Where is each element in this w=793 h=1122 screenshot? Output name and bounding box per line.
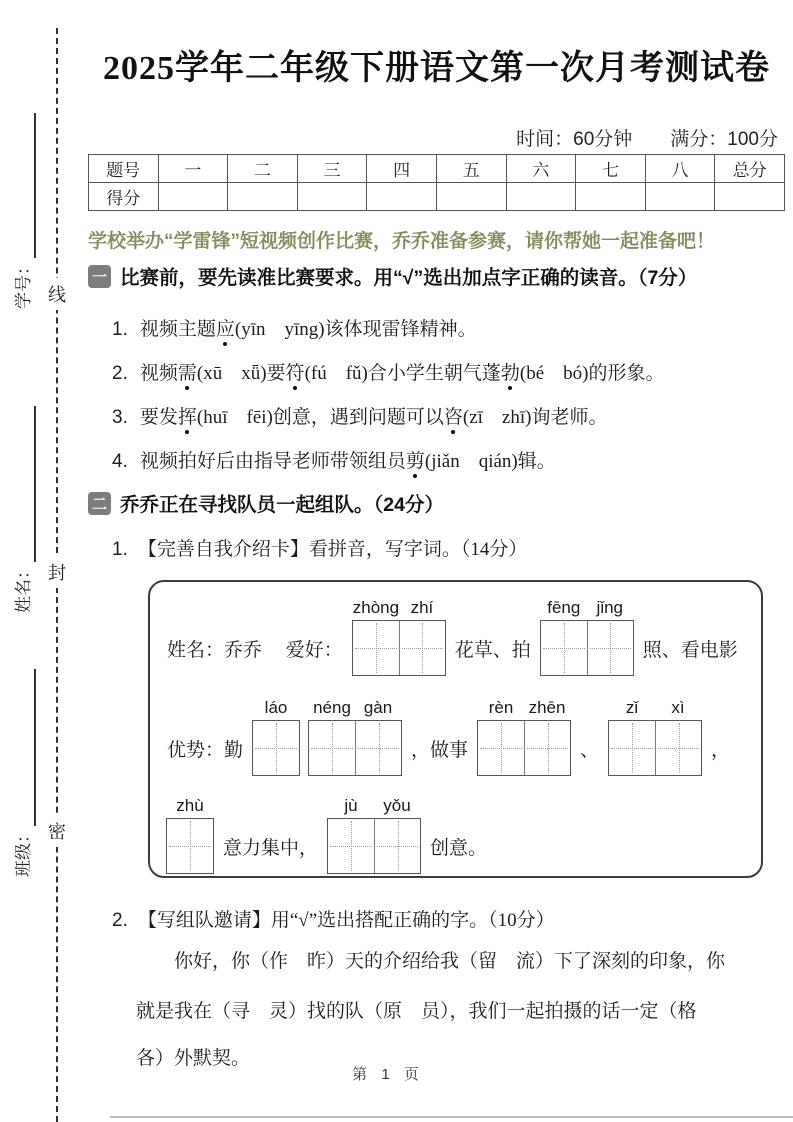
card-text: 创意。	[430, 837, 488, 859]
writing-box	[327, 796, 421, 874]
question-1-text: 【完善自我介绍卡】看拼音，写字词。（14分）	[137, 539, 528, 560]
writing-box-cell	[524, 721, 570, 775]
scan-edge-artifact	[110, 1116, 793, 1118]
writing-box-cell	[541, 621, 587, 675]
pinyin-syllable: zhòng	[352, 598, 400, 617]
score-cell-empty	[228, 183, 298, 211]
pinyin-syllable: láo	[264, 698, 288, 717]
score-table-header-cell: 四	[367, 155, 437, 183]
score-table-header-cell: 六	[506, 155, 576, 183]
writing-box-cell	[167, 819, 213, 873]
self-intro-card	[148, 580, 763, 878]
question-2-number: 2.	[112, 910, 128, 931]
card-row	[162, 698, 735, 776]
writing-box-cell	[374, 819, 420, 873]
item-text-segment: (zī zhī)询老师。	[462, 407, 608, 428]
score-table-header-cell: 五	[436, 155, 506, 183]
emphasized-character: 需	[178, 358, 197, 385]
score-table-header-cell: 题号	[89, 155, 159, 183]
emphasized-character: 咨	[444, 402, 463, 429]
pinyin-syllable: zhù	[176, 796, 204, 815]
item-text-segment: (xū xǖ)要	[196, 363, 286, 384]
score-cell-empty	[436, 183, 506, 211]
question-1-title	[112, 534, 782, 561]
pinyin-syllable: xì	[671, 698, 685, 717]
pinyin-label	[328, 796, 420, 816]
pinyin-choice-item	[112, 446, 782, 473]
writing-box	[252, 698, 300, 776]
score-table-header-row	[89, 155, 785, 183]
pinyin-syllable: gàn	[363, 698, 393, 717]
card-row	[162, 796, 492, 874]
writing-box	[308, 698, 402, 776]
score-table	[88, 154, 785, 211]
score-table-header-cell: 三	[297, 155, 367, 183]
item-number: 1.	[112, 319, 128, 340]
writing-box-cell	[309, 721, 355, 775]
seal-field-answer-line	[6, 406, 36, 562]
page-title: 2025学年二年级下册语文第一次月考测试卷	[103, 50, 770, 87]
question-2-line: 你好，你（作 昨）天的介绍给我（留 流）下了深刻的印象，你	[174, 951, 726, 972]
question-2-line: 各）外默契。	[136, 1048, 251, 1069]
score-table-header-cell: 总分	[715, 155, 785, 183]
question-1-number: 1.	[112, 539, 128, 560]
item-text-segment: (jiǎn qián)辑。	[424, 451, 556, 472]
section-2-title: 乔乔正在寻找队员一起组队。（24分）	[120, 494, 444, 516]
writing-box	[540, 598, 634, 676]
writing-box-cell	[253, 721, 299, 775]
pinyin-label	[541, 598, 633, 618]
item-text-segment: (huī fēi)创意，遇到问题可以	[196, 407, 444, 428]
writing-box	[352, 598, 446, 676]
pinyin-label	[353, 598, 445, 618]
question-2-text: 【写组队邀请】用“√”选出搭配正确的字。（10分）	[137, 910, 555, 931]
exam-meta	[88, 124, 778, 151]
emphasized-character: 应	[216, 314, 235, 341]
pinyin-syllable: zhí	[410, 598, 434, 617]
item-number: 4.	[112, 451, 128, 472]
pinyin-label	[167, 796, 213, 816]
score-cell-empty	[367, 183, 437, 211]
seal-student-fields	[6, 62, 36, 1122]
score-table-score-row	[89, 183, 785, 211]
item-text-segment: 视频主题	[139, 319, 216, 340]
writing-box	[477, 698, 571, 776]
pinyin-label	[309, 698, 401, 718]
card-text: 、	[580, 739, 600, 761]
section-2-header	[88, 489, 444, 517]
pinyin-syllable: jù	[344, 796, 358, 815]
section-1-title: 比赛前，要先读准比赛要求。用“√”选出加点字正确的读音。（7分）	[120, 267, 698, 289]
writing-box	[166, 796, 214, 874]
time-limit-label: 时间：60分钟	[516, 129, 633, 150]
seal-field-answer-line	[6, 669, 36, 826]
score-cell-empty	[645, 183, 715, 211]
pinyin-syllable: fēng	[547, 598, 581, 617]
intro-sentence: 学校举办“学雷锋”短视频创作比赛，乔乔准备参赛，请你帮她一起准备吧！	[88, 231, 716, 252]
pinyin-syllable: zhēn	[528, 698, 566, 717]
card-row	[162, 598, 743, 676]
page-number: 第 1 页	[352, 1066, 424, 1083]
seal-field-label: 姓名：	[13, 562, 33, 613]
seal-field-label: 班级：	[13, 826, 33, 877]
writing-box-cell	[609, 721, 655, 775]
score-table-header-cell: 八	[645, 155, 715, 183]
writing-box	[608, 698, 702, 776]
emphasized-character: 挥	[178, 402, 197, 429]
pinyin-choice-item	[112, 402, 782, 429]
item-text-segment: 要发	[139, 407, 178, 428]
card-text: 意力集中，	[223, 837, 319, 859]
score-table-header-cell: 二	[228, 155, 298, 183]
pinyin-syllable: jǐng	[596, 598, 624, 617]
score-cell-empty	[715, 183, 785, 211]
item-text-segment: (bé bó)的形象。	[519, 363, 665, 384]
seal-char: 封	[45, 556, 69, 588]
item-number: 2.	[112, 363, 128, 384]
item-number: 3.	[112, 407, 128, 428]
section-1-header	[88, 262, 697, 290]
question-2-title	[112, 905, 782, 932]
pinyin-choice-item	[112, 358, 782, 385]
card-text: ，	[711, 739, 731, 761]
card-text: ，做事	[411, 739, 469, 761]
score-cell-empty	[297, 183, 367, 211]
section-2-number-icon: 二	[88, 492, 111, 515]
card-text: 照、看电影	[642, 639, 738, 661]
item-text-segment: 视频拍好后由指导老师带领组员	[139, 451, 406, 472]
seal-char: 密	[45, 815, 69, 847]
seal-field-answer-line	[6, 113, 36, 258]
pinyin-label	[253, 698, 299, 718]
score-cell-empty	[576, 183, 646, 211]
pinyin-syllable: yǒu	[383, 796, 411, 815]
score-cell-empty	[158, 183, 228, 211]
writing-box-cell	[655, 721, 701, 775]
card-text: 姓名：乔乔 爱好：	[167, 639, 343, 661]
pinyin-label	[609, 698, 701, 718]
item-text-segment: (fú fǔ)合小学生朝气蓬	[304, 363, 501, 384]
emphasized-character: 符	[286, 358, 305, 385]
writing-box-cell	[355, 721, 401, 775]
emphasized-character: 勃	[501, 358, 520, 385]
pinyin-syllable: zǐ	[625, 698, 639, 717]
writing-box-cell	[328, 819, 374, 873]
writing-box-cell	[587, 621, 633, 675]
pinyin-choice-item	[112, 314, 782, 341]
seal-char: 线	[45, 278, 69, 310]
card-text: 优势：勤	[167, 739, 244, 761]
score-row-label: 得分	[89, 183, 159, 211]
score-table-header-cell: 一	[158, 155, 228, 183]
full-score-label: 满分：100分	[670, 129, 778, 150]
score-table-header-cell: 七	[576, 155, 646, 183]
item-text-segment: 视频	[139, 363, 178, 384]
pinyin-syllable: rèn	[488, 698, 514, 717]
question-2-line: 就是我在（寻 灵）找的队（原 员），我们一起拍摄的话一定（格	[136, 1001, 697, 1022]
seal-field-label: 学号：	[13, 258, 33, 309]
pinyin-label	[478, 698, 570, 718]
item-text-segment: (yīn yīng)该体现雷锋精神。	[234, 319, 477, 340]
card-text: 花草、拍	[454, 639, 531, 661]
pinyin-syllable: néng	[313, 698, 351, 717]
score-cell-empty	[506, 183, 576, 211]
emphasized-character: 剪	[406, 446, 425, 473]
writing-box-cell	[478, 721, 524, 775]
section-1-number-icon: 一	[88, 265, 111, 288]
writing-box-cell	[353, 621, 399, 675]
writing-box-cell	[399, 621, 445, 675]
